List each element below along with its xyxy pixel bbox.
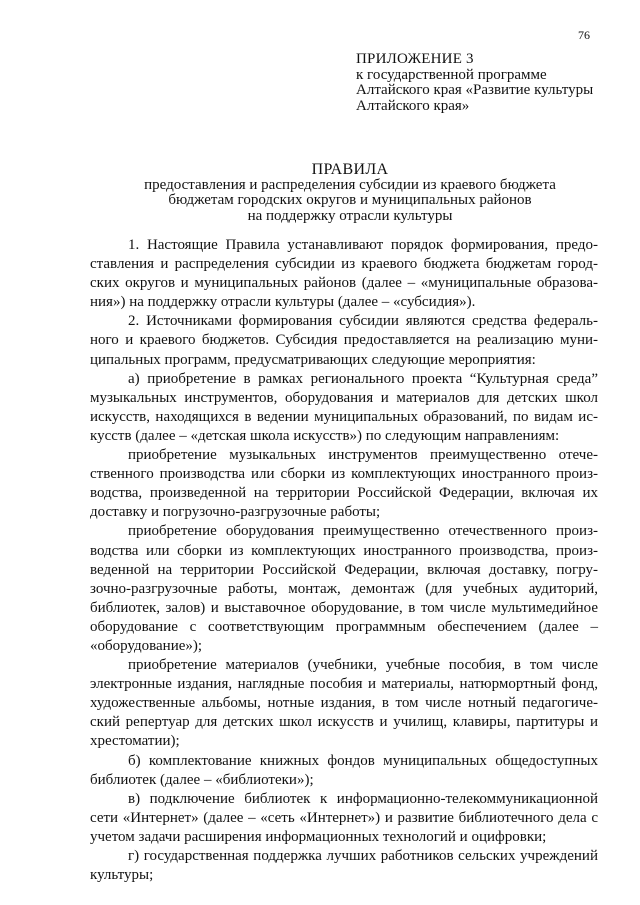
paragraph-1: 1. Настоящие Правила устанавливают порядок формирования, предоставления и распределения субсидии из краевого бюджета бюджетам городских округов и муниципальных районов (далее – «муниципальные образования») на поддержку отрасли культуры (далее – «субсидия»). — [90, 237, 598, 311]
paragraph-equipment: приобретение оборудования преимущественно отечественного производства или сборки из комплектующих иностранного производства, произведенной на территории Российской Федерации, включая доставку, погрузочно-разгрузочные работы, монтаж, демонтаж (для учебных аудиторий, библиотек, залов) и выставочное оборудование, в том числе мультимедийное оборудование с соответствующим программным обеспечением (далее – «оборудование»); — [90, 523, 598, 654]
paragraph-instruments: приобретение музыкальных инструментов преимущественно отечественного производства или сборки из комплектующих иностранного производства, произведенной на территории Российской Федерации, включая их доставку и погрузочно-разгрузочные работы; — [90, 447, 598, 521]
paragraph-materials: приобретение материалов (учебники, учебные пособия, в том числе электронные издания, наглядные пособия и материалы, натюрмортный фонд, художественные альбомы, нотные издания, в том числе нотный педагогический репертуар для детских школ искусств и училищ, клавиры, партитуры и хрестоматии); — [90, 657, 598, 750]
appendix-line: Алтайского края «Развитие культуры — [356, 82, 594, 98]
rules-subtitle-line: предоставления и распределения субсидии из краевого бюджета — [144, 176, 556, 193]
paragraph-2: 2. Источниками формирования субсидии являются средства федерального и краевого бюджетов. Субсидия предоставляется на реализацию муниципальных программ, предусматривающих следующие мероприятия: — [90, 313, 598, 368]
rules-subtitle-line: бюджетам городских округов и муниципальных районов — [168, 192, 532, 208]
paragraph-a: а) приобретение в рамках регионального проекта “Культурная среда” музыкальных инструментов, оборудования и материалов для детских школ искусств, находящихся в ведении муниципальных образований, по видам искусств (далее – «детская школа искусств») по следующим направлениям: — [90, 370, 598, 444]
paragraph-b: б) комплектование книжных фондов муниципальных общедоступных библиотек (далее – «библиотеки»); — [90, 752, 598, 788]
appendix-line: к государственной программе — [356, 66, 547, 83]
document-body — [90, 236, 598, 885]
appendix-line: Алтайского края» — [356, 97, 470, 114]
appendix-title: ПРИЛОЖЕНИЕ 3 — [356, 51, 474, 67]
appendix-header — [356, 52, 626, 114]
paragraph-v: в) подключение библиотек к информационно-телекоммуникационной сети «Интернет» (далее – «сеть «Интернет») и развитие библиотечного дела с учетом задачи расширения информационных технологий и оцифровки; — [90, 790, 598, 845]
rules-heading — [60, 162, 640, 224]
rules-title: ПРАВИЛА — [311, 161, 389, 178]
paragraph-g: г) государственная поддержка лучших работников сельских учреждений культуры; — [90, 848, 598, 884]
rules-subtitle-line: на поддержку отрасли культуры — [247, 207, 453, 224]
page-number: 76 — [578, 28, 590, 42]
